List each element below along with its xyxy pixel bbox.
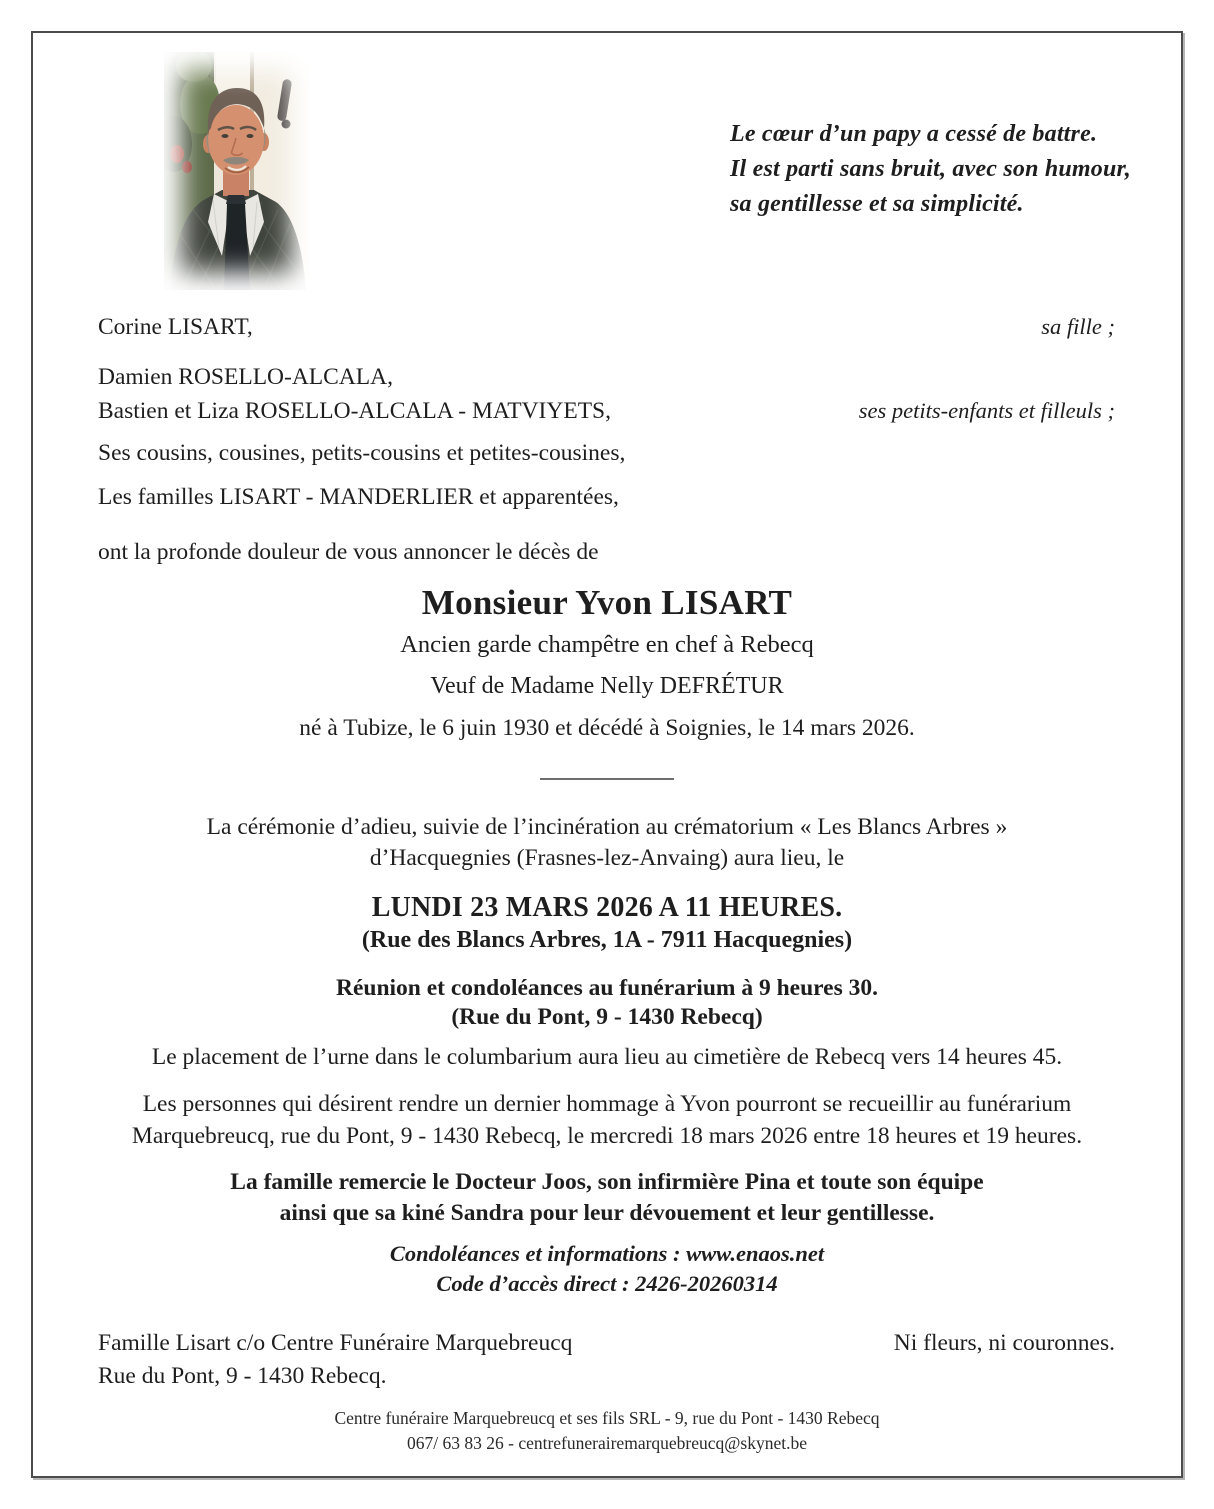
mourner-name: Damien ROSELLO-ALCALA, (98, 364, 394, 390)
portrait-photo (164, 52, 310, 290)
gathering-address: (Rue du Pont, 9 - 1430 Rebecq) (451, 1004, 763, 1030)
family-contact-address (98, 1327, 572, 1393)
section-divider (540, 778, 674, 780)
funeral-home-address-line: Centre funéraire Marquebreucq et ses fils SRL - 9, rue du Pont - 1430 Rebecq (334, 1408, 880, 1428)
mourner-name: Ses cousins, cousines, petits-cousins et petites-cousines, (98, 440, 626, 466)
deceased-title: Ancien garde champêtre en chef à Rebecq (400, 631, 814, 658)
condolences-access-code: Code d’accès direct : 2426-20260314 (436, 1271, 778, 1296)
mourner-relation: ses petits-enfants et filleuls ; (858, 398, 1115, 423)
contact-section (98, 1327, 1115, 1393)
portrait-illustration (164, 52, 310, 290)
mourner-name: Les familles LISART - MANDERLIER et apparentées, (98, 484, 619, 510)
epigraph-quote (730, 117, 1131, 222)
family-contact-line: Rue du Pont, 9 - 1430 Rebecq. (98, 1363, 387, 1389)
epigraph-line: sa gentillesse et sa simplicité. (730, 191, 1024, 217)
mourner-row (98, 480, 1115, 514)
mourner-names (98, 360, 611, 428)
ceremony-intro (33, 812, 1181, 874)
mourner-names (98, 480, 619, 514)
family-contact-line: Famille Lisart c/o Centre Funéraire Marquebreucq (98, 1330, 573, 1356)
mourner-row (98, 360, 1115, 428)
condolences-info (33, 1239, 1181, 1299)
funeral-home-contact-line: 067/ 63 83 26 - centrefunerairemarquebreucq@skynet.be (407, 1433, 807, 1453)
ceremony-intro-line: d’Hacquegnies (Frasnes-lez-Anvaing) aura lieu, le (369, 845, 845, 871)
mourner-row (98, 310, 1115, 344)
mourner-names (98, 310, 253, 344)
mourner-name: Corine LISART, (98, 314, 253, 340)
deceased-life-dates: né à Tubize, le 6 juin 1930 et décédé à Soignies, le 14 mars 2026. (299, 715, 915, 741)
gathering-line: Réunion et condoléances au funérarium à 9 heures 30. (335, 975, 879, 1001)
funeral-home-footer (33, 1406, 1181, 1456)
no-flowers-note: Ni fleurs, ni couronnes. (893, 1330, 1115, 1356)
thanks-line: ainsi que sa kiné Sandra pour leur dévouement et leur gentillesse. (279, 1200, 935, 1226)
ceremony-datetime: LUNDI 23 MARS 2026 A 11 HEURES. (371, 892, 843, 923)
ceremony-address: (Rue des Blancs Arbres, 1A - 7911 Hacquegnies) (361, 927, 853, 953)
thanks-line: La famille remercie le Docteur Joos, son infirmière Pina et toute son équipe (230, 1169, 984, 1195)
deceased-widower-line: Veuf de Madame Nelly DEFRÉTUR (430, 673, 784, 699)
epigraph-line: Le cœur d’un papy a cessé de battre. (730, 121, 1098, 147)
condolences-website-line: Condoléances et informations : www.enaos.net (389, 1241, 825, 1266)
tribute-paragraph (33, 1088, 1181, 1152)
announcement-intro: ont la profonde douleur de vous annoncer le décès de (98, 539, 599, 565)
urn-placement-line: Le placement de l’urne dans le columbarium aura lieu au cimetière de Rebecq vers 14 heures 45. (151, 1044, 1063, 1070)
mourner-row (98, 436, 1115, 470)
deceased-name: Monsieur Yvon LISART (421, 583, 793, 622)
epigraph-line: Il est parti sans bruit, avec son humour, (730, 156, 1131, 182)
mourner-name: Bastien et Liza ROSELLO-ALCALA - MATVIYETS, (98, 398, 612, 424)
family-thanks (33, 1167, 1181, 1229)
tribute-line: Marquebreucq, rue du Pont, 9 - 1430 Rebecq, le mercredi 18 mars 2026 entre 18 heures et 19 heures. (131, 1123, 1083, 1149)
tribute-line: Les personnes qui désirent rendre un dernier hommage à Yvon pourront se recueillir au funérarium (142, 1091, 1072, 1117)
mourner-names (98, 436, 625, 470)
mourner-relation: sa fille ; (1041, 314, 1115, 339)
ceremony-intro-line: La cérémonie d’adieu, suivie de l’incinération au crématorium « Les Blancs Arbres » (206, 814, 1008, 840)
